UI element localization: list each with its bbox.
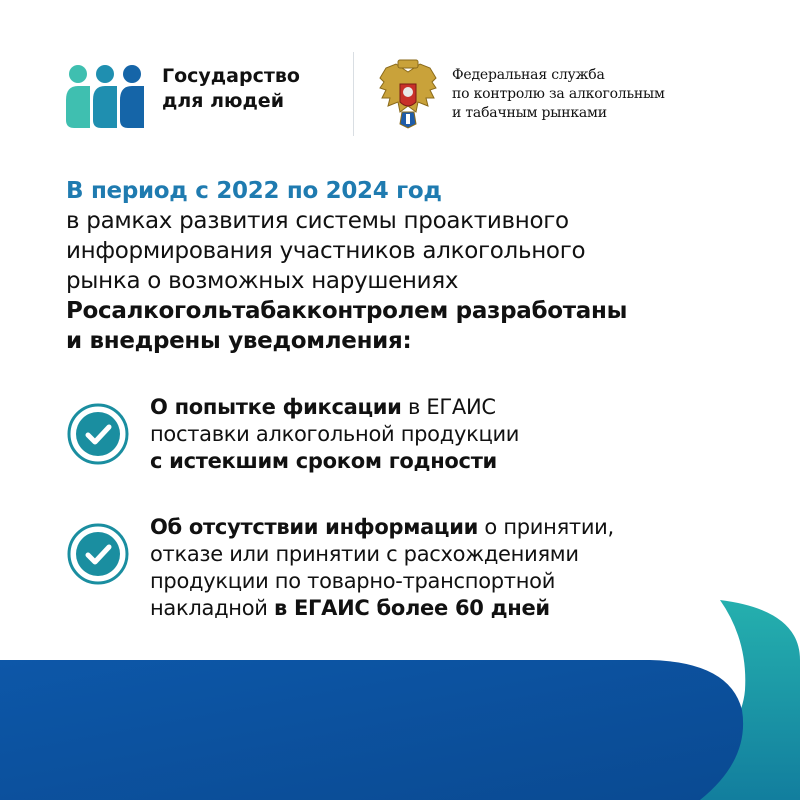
agency-line-1: Федеральная служба bbox=[452, 67, 605, 83]
headline-line-1: в рамках развития системы проактивного bbox=[66, 208, 569, 234]
headline-line-2: информирования участников алкогольного bbox=[66, 238, 586, 264]
brand-line-2: для людей bbox=[162, 90, 285, 112]
check-circle-icon bbox=[66, 522, 130, 586]
item-1-bold-start: О попытке фиксации bbox=[150, 395, 402, 419]
headline-bold-line-2: и внедрены уведомления: bbox=[66, 328, 412, 354]
item-2-bold-end: в ЕГАИС более 60 дней bbox=[274, 596, 550, 620]
item-2-text-after: о принятии, bbox=[478, 515, 614, 539]
item-2-line-3: продукции по товарно-транспортной bbox=[150, 569, 556, 593]
double-headed-eagle-emblem-icon bbox=[376, 58, 440, 130]
agency-name bbox=[452, 66, 665, 123]
item-2-bold-start: Об отсутствии информации bbox=[150, 515, 479, 539]
item-2-line-4: накладной bbox=[150, 596, 274, 620]
headline-bold-line-1: Росалкогольтабакконтролем разработаны bbox=[66, 298, 628, 324]
header-divider bbox=[353, 52, 354, 136]
check-circle-icon bbox=[66, 402, 130, 466]
agency-line-2: по контролю за алкогольным bbox=[452, 86, 665, 102]
header bbox=[0, 0, 800, 170]
item-2-line-2: отказе или принятии с расхождениями bbox=[150, 542, 579, 566]
gosudarstvo-logo-icon bbox=[66, 64, 144, 128]
bottom-wave-band bbox=[0, 600, 800, 800]
item-1-text-after: в ЕГАИС bbox=[401, 395, 496, 419]
agency-line-3: и табачным рынками bbox=[452, 105, 607, 121]
notification-text-expired bbox=[150, 394, 790, 475]
headline-period: В период с 2022 по 2024 год bbox=[66, 178, 442, 204]
brand-line-1: Государство bbox=[162, 65, 300, 87]
item-1-bold-end: с истекшим сроком годности bbox=[150, 449, 497, 473]
item-1-line-2: поставки алкогольной продукции bbox=[150, 422, 520, 446]
headline-line-3: рынка о возможных нарушениях bbox=[66, 268, 459, 294]
headline bbox=[66, 176, 776, 356]
brand-name bbox=[162, 64, 300, 114]
